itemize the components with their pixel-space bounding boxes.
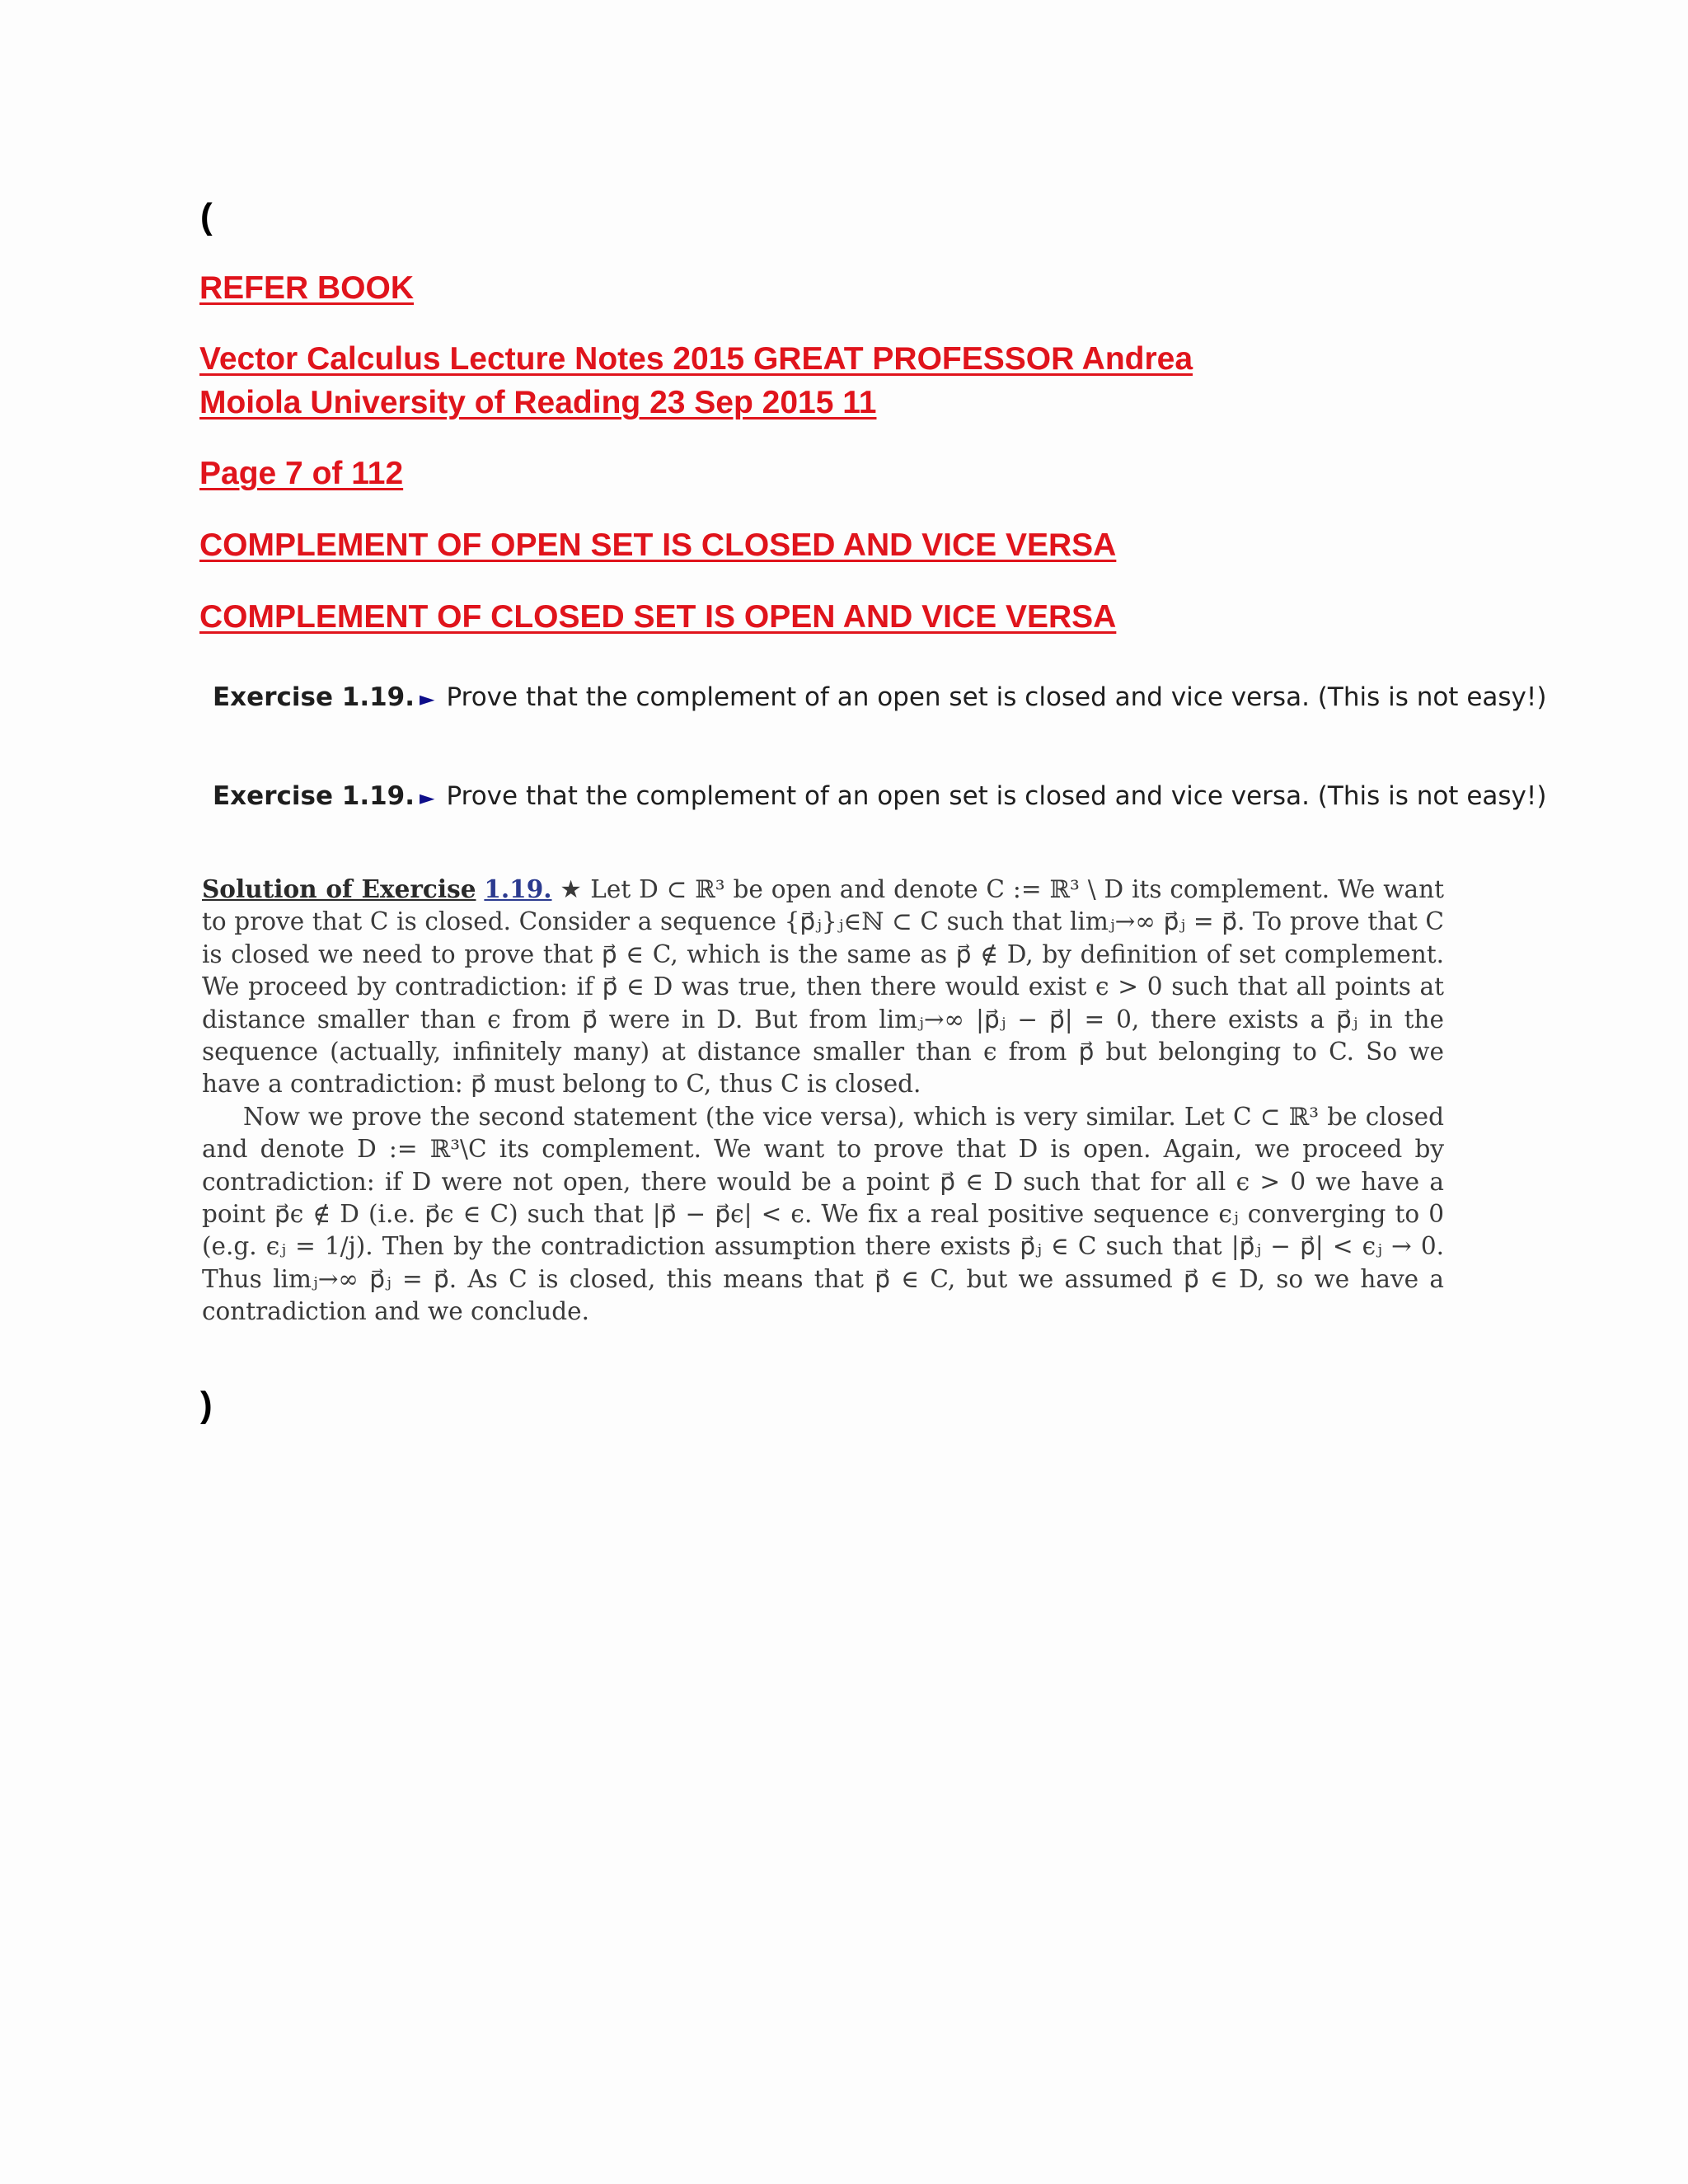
exercise-statement (213, 682, 1546, 712)
star-icon: ★ (560, 875, 583, 903)
solution-para1-text: Let D ⊂ ℝ³ be open and denote C := ℝ³ \ D its complement. We want to prove that C is closed. Consider a sequence {p⃗ⱼ}ⱼ∈ℕ ⊂ C such that limⱼ→∞ p⃗ⱼ = p⃗. To prove that C is closed we need to prove that p⃗ ∈ C, which is the same as p⃗ ∉ D, by definition of set complement. We proceed by contradiction: if p⃗ ∈ D was true, then there would exist ϵ > 0 such that all points at distance smaller than ϵ from p⃗ were in D. But from limⱼ→∞ |p⃗ⱼ − p⃗| = 0, there exists a p⃗ⱼ in the sequence (actually, infinitely many) at distance smaller than ϵ from p⃗ but belonging to C. So we have a contradiction: p⃗ must belong to C, thus C is closed. (202, 875, 1444, 1099)
solution-heading: Solution of Exercise (202, 874, 476, 903)
book-title-line2: Moiola University of Reading 23 Sep 2015 11 (199, 385, 877, 420)
triangle-marker-icon: ► (420, 687, 435, 710)
page-reference: Page 7 of 112 (199, 456, 404, 491)
solution-paragraph-2: Now we prove the second statement (the vice versa), which is very similar. Let C ⊂ ℝ³ be closed and denote D := ℝ³\C its complement. We want to prove that D is open. Again, we proceed by contradiction: if D were not open, there would be a point p⃗ ∈ D such that for all ϵ > 0 we have a point p⃗ϵ ∉ D (i.e. p⃗ϵ ∈ C) such that |p⃗ − p⃗ϵ| < ϵ. We fix a real positive sequence ϵⱼ converging to 0 (e.g. ϵⱼ = 1/j). Then by the contradiction assumption there exists p⃗ⱼ ∈ C such that |p⃗ⱼ − p⃗| < ϵⱼ → 0. Thus limⱼ→∞ p⃗ⱼ = p⃗. As C is closed, this means that p⃗ ∈ C, but we assumed p⃗ ∈ D, so we have a contradiction and we conclude. (202, 1102, 1444, 1326)
book-title-line1: Vector Calculus Lecture Notes 2015 GREAT PROFESSOR Andrea (199, 341, 1193, 377)
solution-block (202, 873, 1444, 1329)
exercise-label: Exercise 1.19. (213, 781, 415, 811)
open-parenthesis: ( (200, 196, 213, 237)
exercise-link[interactable]: 1.19. (484, 874, 552, 903)
exercise-text: Prove that the complement of an open set is closed and vice versa. (This is not easy!) (446, 682, 1547, 712)
triangle-marker-icon: ► (420, 786, 435, 809)
close-parenthesis: ) (200, 1385, 213, 1425)
refer-book-heading: REFER BOOK (199, 270, 415, 306)
complement-closed-heading: COMPLEMENT OF CLOSED SET IS OPEN AND VICE VERSA (199, 599, 1117, 635)
exercise-label: Exercise 1.19. (213, 682, 415, 712)
complement-open-heading: COMPLEMENT OF OPEN SET IS CLOSED AND VICE VERSA (199, 527, 1117, 563)
exercise-text: Prove that the complement of an open set is closed and vice versa. (This is not easy!) (446, 781, 1547, 811)
exercise-statement-repeat (213, 781, 1546, 811)
solution-paragraph-1 (202, 873, 1444, 1101)
